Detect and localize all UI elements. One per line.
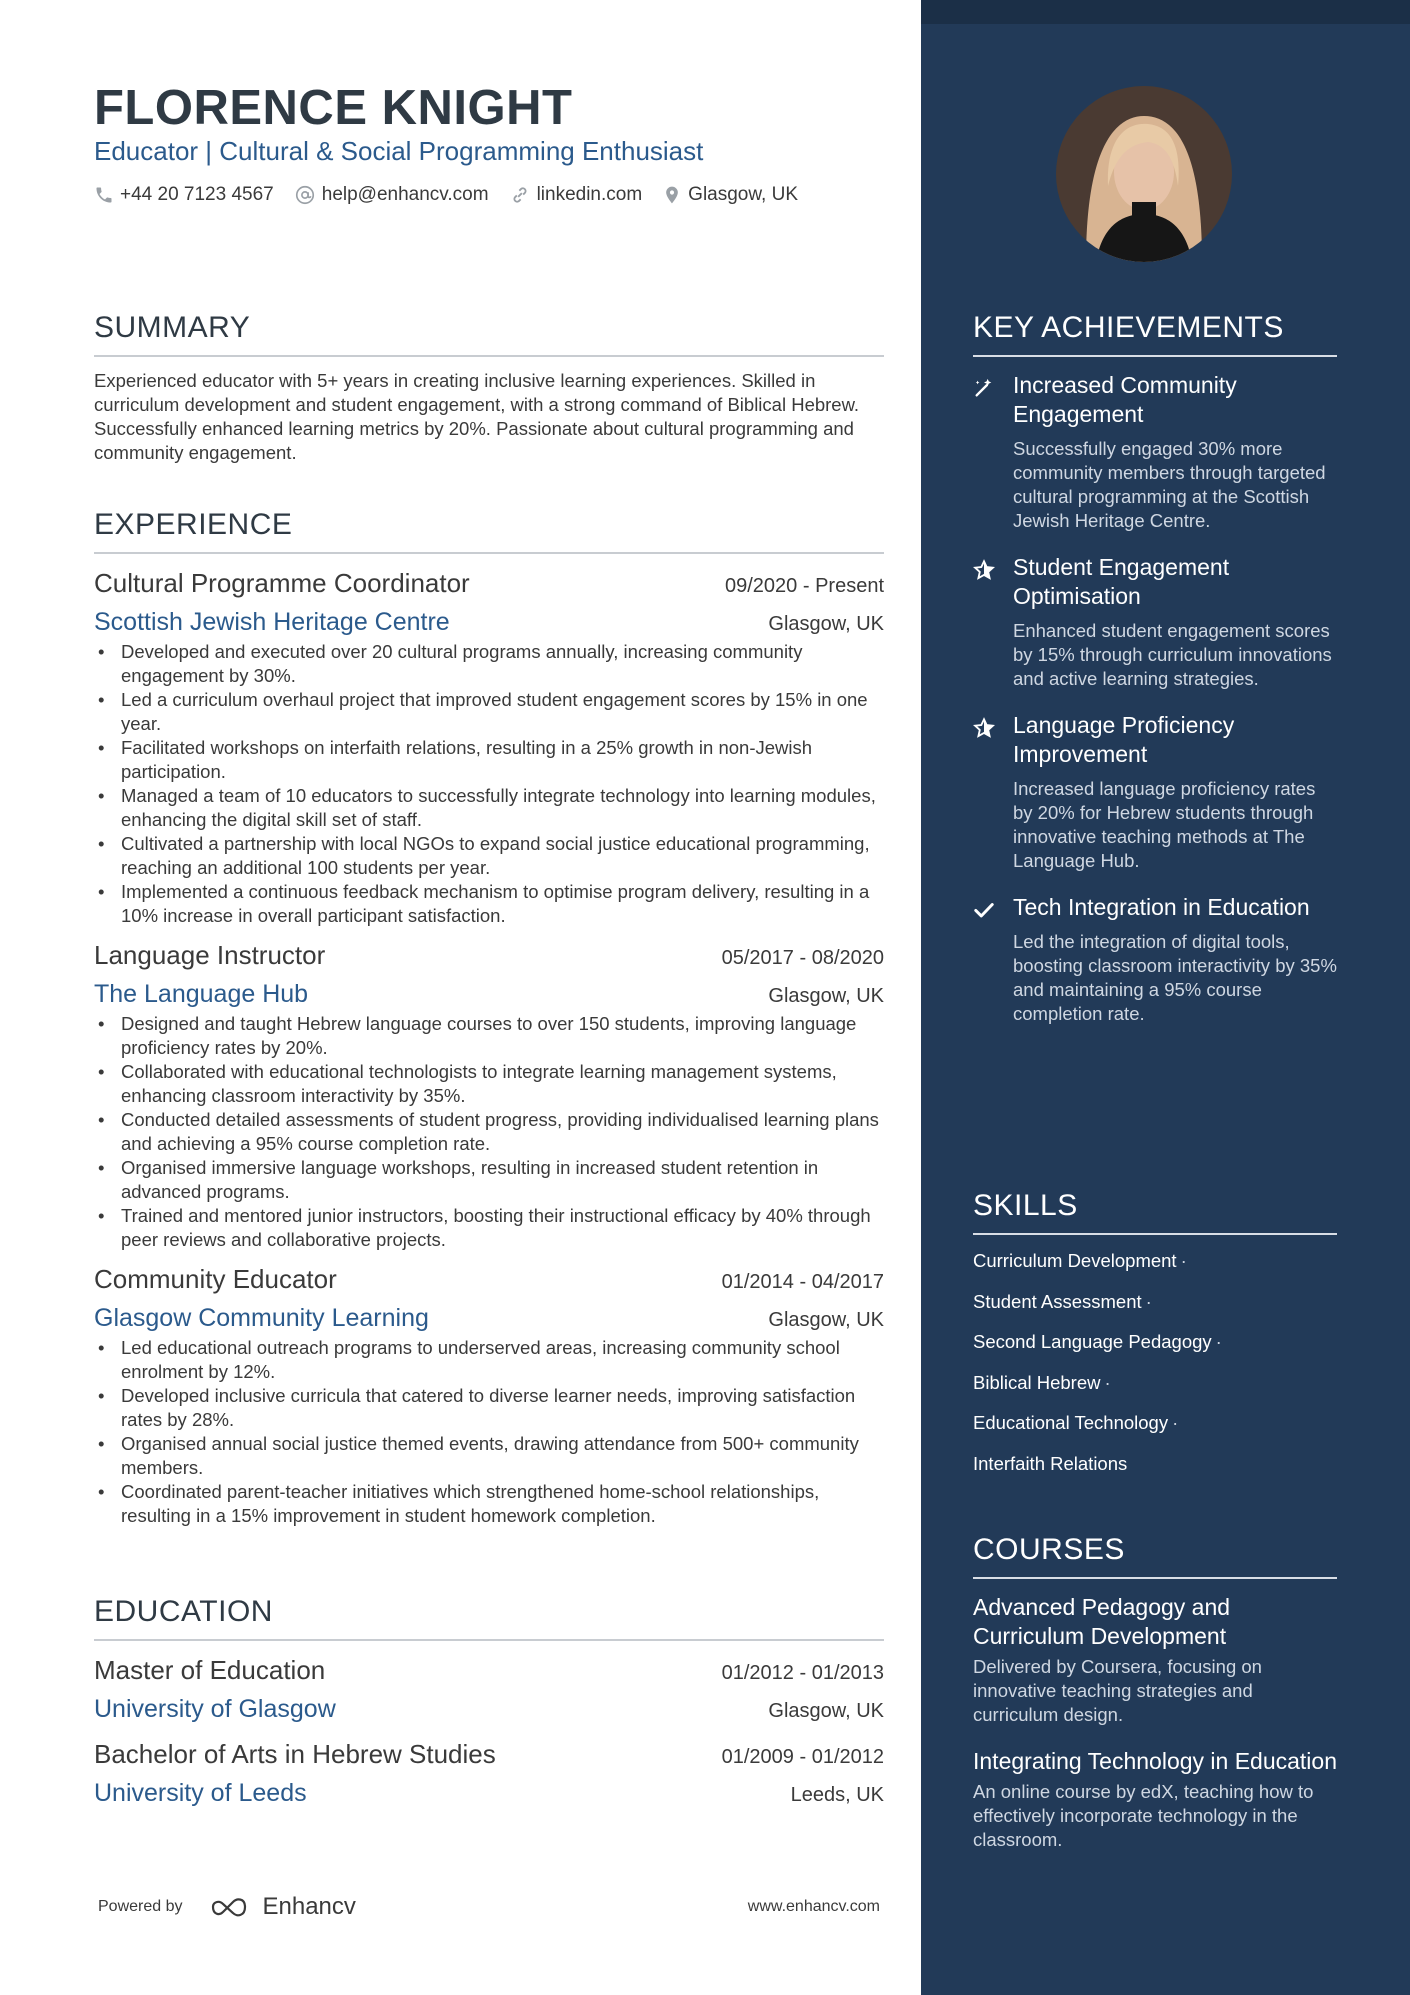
school-name: University of Leeds: [94, 1779, 307, 1807]
degree-title: Bachelor of Arts in Hebrew Studies: [94, 1739, 496, 1769]
achievement-description: Enhanced student engagement scores by 15% through curriculum innovations and active learning strategies.: [1013, 620, 1332, 689]
enhancv-logo-icon: [209, 1895, 257, 1919]
skill-item: [973, 1290, 1337, 1331]
summary-section: [94, 311, 884, 465]
skills-heading: SKILLS: [973, 1189, 1337, 1235]
skill-label: Second Language Pedagogy: [973, 1331, 1212, 1352]
location-pin-icon: [662, 184, 682, 206]
phone-icon: [94, 185, 114, 205]
job-bullet: • Organised immersive language workshops, resulting in increased student retention in advanced programs.: [94, 1156, 884, 1204]
course-title: Integrating Technology in Education: [973, 1748, 1338, 1774]
education-entry: [94, 1653, 884, 1725]
sidebar-top-bar: [921, 0, 1410, 24]
contact-bar: [94, 184, 818, 206]
skill-item: [973, 1330, 1337, 1371]
course-title: Advanced Pedagogy and Curriculum Development: [973, 1594, 1231, 1649]
summary-text: Experienced educator with 5+ years in creating inclusive learning experiences. Skilled in curriculum development and student engagement, with a strong command of Biblical Hebrew. Successfully enhanced learning metrics by 20%. Passionate about cultural programming and community engagement.: [94, 370, 860, 463]
job-bullet: • Coordinated parent-teacher initiatives which strengthened home-school relationships, resulting in a 15% improvement in student homework completion.: [94, 1480, 884, 1528]
skill-label: Educational Technology: [973, 1412, 1169, 1433]
degree-title: Master of Education: [94, 1655, 326, 1685]
candidate-name: FLORENCE KNIGHT: [94, 81, 573, 135]
job-company: The Language Hub: [94, 980, 309, 1008]
email-text: help@enhancv.com: [321, 184, 489, 205]
skill-item: [973, 1452, 1337, 1493]
job-bullet: • Managed a team of 10 educators to successfully integrate technology into learning modules, enhancing the digital skill set of staff.: [94, 784, 884, 832]
achievement-title: Tech Integration in Education: [1013, 894, 1310, 920]
skill-separator: ·: [1104, 1371, 1111, 1393]
experience-section: [94, 508, 884, 1538]
job-bullet: • Implemented a continuous feedback mechanism to optimise program delivery, resulting in a 10% increase in overall participant satisfaction.: [94, 880, 884, 928]
job-dates: 01/2014 - 04/2017: [721, 1271, 884, 1293]
skill-item: [973, 1371, 1337, 1412]
contact-linkedin[interactable]: [509, 184, 643, 206]
course-description: An online course by edX, teaching how to effectively incorporate technology in the classroom.: [973, 1781, 1314, 1850]
course-item: [973, 1593, 1337, 1727]
job-entry: [94, 938, 884, 1252]
job-location: Glasgow, UK: [768, 613, 884, 635]
achievement-item: [973, 553, 1337, 691]
education-heading: EDUCATION: [94, 1595, 884, 1641]
job-bullet: • Conducted detailed assessments of student progress, providing individualised learning plans and achieving a 95% course completion rate.: [94, 1108, 884, 1156]
achievement-item: [973, 371, 1337, 533]
job-location: Glasgow, UK: [768, 1309, 884, 1331]
achievement-description: Increased language proficiency rates by 20% for Hebrew students through innovative teaching methods at The Language Hub.: [1013, 778, 1316, 871]
magic-wand-icon: [973, 377, 995, 399]
education-entry: [94, 1737, 884, 1809]
job-title: Community Educator: [94, 1264, 337, 1294]
contact-phone[interactable]: [94, 184, 274, 206]
job-bullet: • Developed inclusive curricula that catered to diverse learner needs, improving satisfaction rates by 28%.: [94, 1384, 884, 1432]
powered-by: [98, 1893, 356, 1921]
skill-label: Student Assessment: [973, 1290, 1142, 1312]
job-bullet: • Organised annual social justice themed events, drawing attendance from 500+ community members.: [94, 1432, 884, 1480]
job-company: Scottish Jewish Heritage Centre: [94, 608, 450, 636]
experience-heading: EXPERIENCE: [94, 508, 884, 554]
job-dates: 09/2020 - Present: [725, 575, 884, 597]
job-bullet: • Developed and executed over 20 cultural programs annually, increasing community engagement by 30%.: [94, 640, 884, 688]
skill-label: Curriculum Development: [973, 1250, 1177, 1271]
skill-separator: ·: [1215, 1331, 1222, 1352]
course-item: [973, 1747, 1337, 1852]
job-bullet: • Facilitated workshops on interfaith relations, resulting in a 25% growth in non-Jewish participation.: [94, 736, 884, 784]
achievements-section: [973, 311, 1337, 1046]
job-bullet: • Designed and taught Hebrew language courses to over 150 students, improving language proficiency rates by 20%.: [94, 1012, 884, 1060]
location-text: Glasgow, UK: [688, 184, 798, 205]
achievement-title: Student Engagement Optimisation: [1013, 554, 1230, 609]
job-bullet: • Led educational outreach programs to underserved areas, increasing community school enrolment by 12%.: [94, 1336, 884, 1384]
school-name: University of Glasgow: [94, 1695, 336, 1723]
achievements-heading: KEY ACHIEVEMENTS: [973, 311, 1337, 357]
education-section: [94, 1595, 884, 1821]
profile-photo: [1056, 86, 1232, 262]
achievement-item: [973, 711, 1337, 873]
job-bullet: • Trained and mentored junior instructors, boosting their instructional efficacy by 40% through peer reviews and collaborative projects.: [94, 1204, 884, 1252]
contact-email[interactable]: [294, 184, 489, 206]
courses-heading: COURSES: [973, 1533, 1337, 1579]
skill-separator: ·: [1145, 1290, 1152, 1312]
school-location: Leeds, UK: [790, 1784, 884, 1806]
checkmark-icon: [973, 899, 995, 921]
course-description: Delivered by Coursera, focusing on innovative teaching strategies and curriculum design.: [973, 1656, 1262, 1725]
phone-text: +44 20 7123 4567: [120, 184, 274, 205]
job-bullets: [94, 1012, 884, 1252]
achievement-title: Increased Community Engagement: [1013, 372, 1237, 427]
job-bullet: • Cultivated a partnership with local NGOs to expand social justice educational programming, reaching an additional 100 students per year.: [94, 832, 884, 880]
skill-label: Interfaith Relations: [973, 1452, 1128, 1474]
education-dates: 01/2012 - 01/2013: [721, 1662, 884, 1684]
linkedin-text: linkedin.com: [536, 184, 643, 205]
job-bullets: [94, 1336, 884, 1528]
enhancv-logo[interactable]: [209, 1893, 356, 1921]
job-bullet: • Led a curriculum overhaul project that improved student engagement scores by 15% in one year.: [94, 688, 884, 736]
school-location: Glasgow, UK: [768, 1700, 884, 1722]
education-dates: 01/2009 - 01/2012: [721, 1746, 884, 1768]
summary-heading: SUMMARY: [94, 311, 884, 357]
achievement-description: Successfully engaged 30% more community members through targeted cultural programming at the Scottish Jewish Heritage Centre.: [1013, 438, 1326, 531]
achievement-item: [973, 893, 1337, 1026]
powered-by-label: Powered by: [98, 1898, 183, 1915]
achievement-title: Language Proficiency Improvement: [1013, 712, 1235, 767]
skill-separator: ·: [1180, 1250, 1187, 1271]
contact-location: [662, 184, 798, 206]
job-entry: [94, 1262, 884, 1528]
skill-label: Biblical Hebrew: [973, 1371, 1101, 1393]
job-title: Language Instructor: [94, 940, 326, 970]
job-title: Cultural Programme Coordinator: [94, 568, 470, 598]
job-bullets: [94, 640, 884, 928]
achievement-description: Led the integration of digital tools, boosting classroom interactivity by 35% and maintaining a 95% course completion rate.: [1013, 931, 1337, 1024]
link-icon: [509, 184, 531, 206]
candidate-role: Educator | Cultural & Social Programming Enthusiast: [94, 136, 704, 166]
skill-item: [973, 1249, 1337, 1290]
sidebar: [921, 0, 1410, 1995]
job-company: Glasgow Community Learning: [94, 1304, 429, 1332]
star-icon: [973, 717, 995, 739]
job-dates: 05/2017 - 08/2020: [721, 947, 884, 969]
brand-name: Enhancv: [262, 1893, 356, 1920]
star-icon: [973, 559, 995, 581]
courses-section: [973, 1533, 1337, 1872]
footer: [98, 1893, 880, 1921]
job-entry: [94, 566, 884, 928]
job-bullet: • Collaborated with educational technologists to integrate learning management systems, enhancing classroom interactivity by 35%.: [94, 1060, 884, 1108]
profile-portrait: [1056, 86, 1232, 262]
skills-section: [973, 1189, 1337, 1492]
skill-item: [973, 1411, 1337, 1452]
at-icon: [294, 184, 316, 206]
footer-website[interactable]: www.enhancv.com: [747, 1898, 880, 1915]
skill-separator: ·: [1172, 1412, 1179, 1433]
job-location: Glasgow, UK: [768, 985, 884, 1007]
